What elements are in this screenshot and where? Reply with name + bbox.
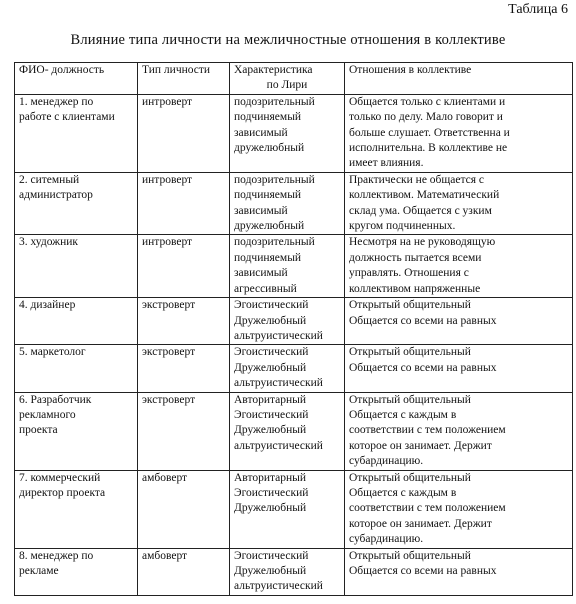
header-characteristic <box>230 63 345 95</box>
cell-personality-type: амбоверт <box>138 548 230 595</box>
cell-characteristic-line: Дружелюбный <box>234 424 307 437</box>
cell-characteristic-line: подозрительный <box>234 95 315 108</box>
cell-fio <box>15 392 138 470</box>
cell-fio <box>15 94 138 172</box>
cell-relations-line: Открытый общительный <box>349 549 471 562</box>
cell-fio <box>15 235 138 298</box>
cell-characteristic-line: дружелюбный <box>234 142 305 155</box>
cell-relations-line: Практически не общается с <box>349 173 485 186</box>
cell-relations-line: Общается со всеми на равных <box>349 361 497 374</box>
cell-fio-line: 2. ситемный <box>19 173 80 186</box>
cell-characteristic-line: зависимый <box>234 204 288 217</box>
table-row <box>15 470 573 548</box>
cell-characteristic <box>230 345 345 392</box>
cell-relations-line: имеет влияния. <box>349 157 424 170</box>
cell-fio-line: 1. менеджер по <box>19 95 94 108</box>
cell-characteristic-line: дружелюбный <box>234 220 305 233</box>
table-number: Таблица 6 <box>508 2 568 17</box>
cell-characteristic-line: Авторитарный <box>234 393 307 406</box>
cell-characteristic-line: подчиняемый <box>234 251 302 264</box>
cell-relations-line: управлять. Отношения с <box>349 267 469 280</box>
cell-characteristic-line: подчиняемый <box>234 111 302 124</box>
cell-relations-line: Общается с каждым в <box>349 408 457 421</box>
document-title: Влияние типа личности на межличностные отношения в коллективе <box>70 32 506 48</box>
cell-relations-line: Открытый общительный <box>349 393 471 406</box>
table-row <box>15 235 573 298</box>
cell-relations-line: кругом подчиненных. <box>349 220 456 233</box>
cell-characteristic-line: Дружелюбный <box>234 361 307 374</box>
cell-fio-line: проекта <box>19 424 58 437</box>
cell-relations-line: Общается с каждым в <box>349 486 457 499</box>
cell-relations-line: коллективом. Математический <box>349 189 500 202</box>
cell-characteristic <box>230 470 345 548</box>
cell-characteristic-line: Эгоистический <box>234 486 309 499</box>
cell-relations-line: Открытый общительный <box>349 471 471 484</box>
cell-characteristic-line: альтруистический <box>234 439 323 452</box>
cell-relations-line: должность пытается всеми <box>349 251 482 264</box>
cell-fio-line: 6. Разработчик <box>19 393 92 406</box>
cell-characteristic-line: Эгоистический <box>234 346 309 359</box>
table-row <box>15 345 573 392</box>
header-characteristic-line2: по Лири <box>266 79 308 92</box>
header-type: Тип личности <box>138 63 230 95</box>
table-header-row <box>15 63 573 95</box>
cell-relations <box>345 298 573 345</box>
cell-relations-line: субардинацию. <box>349 455 424 468</box>
cell-relations <box>345 548 573 595</box>
cell-fio-line: 7. коммерческий <box>19 471 101 484</box>
cell-personality-type: экстроверт <box>138 392 230 470</box>
cell-characteristic-line: Дружелюбный <box>234 314 307 327</box>
cell-relations <box>345 94 573 172</box>
cell-characteristic-line: Эгоистический <box>234 299 309 312</box>
cell-relations <box>345 172 573 235</box>
cell-relations-line: больше слушает. Ответственна и <box>349 126 510 139</box>
cell-relations-line: соответствии с тем положением <box>349 502 506 515</box>
cell-relations-line: соответствии с тем положением <box>349 424 506 437</box>
cell-characteristic-line: Авторитарный <box>234 471 307 484</box>
cell-personality-type: интроверт <box>138 235 230 298</box>
cell-relations-line: Несмотря на не руководящую <box>349 236 496 249</box>
cell-relations-line: которое он занимает. Держит <box>349 439 492 452</box>
cell-characteristic-line: зависимый <box>234 267 288 280</box>
cell-relations-line: только по делу. Мало говорит и <box>349 111 503 124</box>
cell-fio <box>15 172 138 235</box>
cell-fio-line: директор проекта <box>19 486 106 499</box>
personality-table <box>14 62 573 596</box>
cell-characteristic-line: Эгоистический <box>234 549 309 562</box>
cell-characteristic <box>230 94 345 172</box>
cell-characteristic-line: Эгоистический <box>234 408 309 421</box>
cell-fio-line: 3. художник <box>19 236 78 249</box>
table-row <box>15 392 573 470</box>
cell-fio <box>15 548 138 595</box>
cell-characteristic-line: Дружелюбный <box>234 502 307 515</box>
cell-relations-line: склад ума. Общается с узким <box>349 204 492 217</box>
cell-fio-line: администратор <box>19 189 93 202</box>
cell-fio-line: 5. маркетолог <box>19 346 86 359</box>
cell-fio-line: рекламе <box>19 565 59 577</box>
cell-characteristic-line: альтруистический <box>234 580 323 593</box>
cell-relations <box>345 392 573 470</box>
cell-characteristic <box>230 235 345 298</box>
cell-fio-line: 8. менеджер по <box>19 549 94 562</box>
cell-fio-line: работе с клиентами <box>19 111 115 124</box>
cell-characteristic <box>230 172 345 235</box>
cell-characteristic-line: подозрительный <box>234 236 315 249</box>
cell-relations <box>345 345 573 392</box>
cell-relations-line: Общается только с клиентами и <box>349 95 506 108</box>
cell-characteristic-line: Дружелюбный <box>234 565 307 577</box>
cell-fio <box>15 345 138 392</box>
cell-relations-line: исполнительна. В коллективе не <box>349 142 508 155</box>
cell-fio <box>15 298 138 345</box>
cell-relations-line: субардинацию. <box>349 533 424 546</box>
cell-relations-line: Открытый общительный <box>349 299 471 312</box>
cell-relations-line: Открытый общительный <box>349 346 471 359</box>
header-fio: ФИО- должность <box>15 63 138 95</box>
cell-relations-line: Общается со всеми на равных <box>349 314 497 327</box>
cell-relations <box>345 235 573 298</box>
table-row <box>15 172 573 235</box>
table-body <box>15 94 573 595</box>
cell-relations-line: коллективом напряженные <box>349 282 481 295</box>
cell-characteristic-line: подозрительный <box>234 173 315 186</box>
cell-characteristic <box>230 392 345 470</box>
cell-relations-line: Общается со всеми на равных <box>349 565 497 577</box>
cell-personality-type: амбоверт <box>138 470 230 548</box>
header-relations: Отношения в коллективе <box>345 63 573 95</box>
cell-characteristic-line: альтруистический <box>234 377 323 390</box>
cell-characteristic-line: зависимый <box>234 126 288 139</box>
cell-relations <box>345 470 573 548</box>
table-row <box>15 94 573 172</box>
header-characteristic-line1: Характеристика <box>234 64 313 76</box>
cell-fio <box>15 470 138 548</box>
cell-characteristic-line: агрессивный <box>234 282 297 295</box>
cell-characteristic <box>230 548 345 595</box>
cell-personality-type: интроверт <box>138 172 230 235</box>
table-row <box>15 298 573 345</box>
cell-personality-type: интроверт <box>138 94 230 172</box>
cell-characteristic-line: альтруистический <box>234 329 323 342</box>
cell-personality-type: экстроверт <box>138 298 230 345</box>
cell-characteristic-line: подчиняемый <box>234 189 302 202</box>
cell-relations-line: которое он занимает. Держит <box>349 517 492 530</box>
table-row <box>15 548 573 595</box>
cell-fio-line: рекламного <box>19 408 76 421</box>
cell-fio-line: 4. дизайнер <box>19 299 76 312</box>
cell-personality-type: экстроверт <box>138 345 230 392</box>
cell-characteristic <box>230 298 345 345</box>
